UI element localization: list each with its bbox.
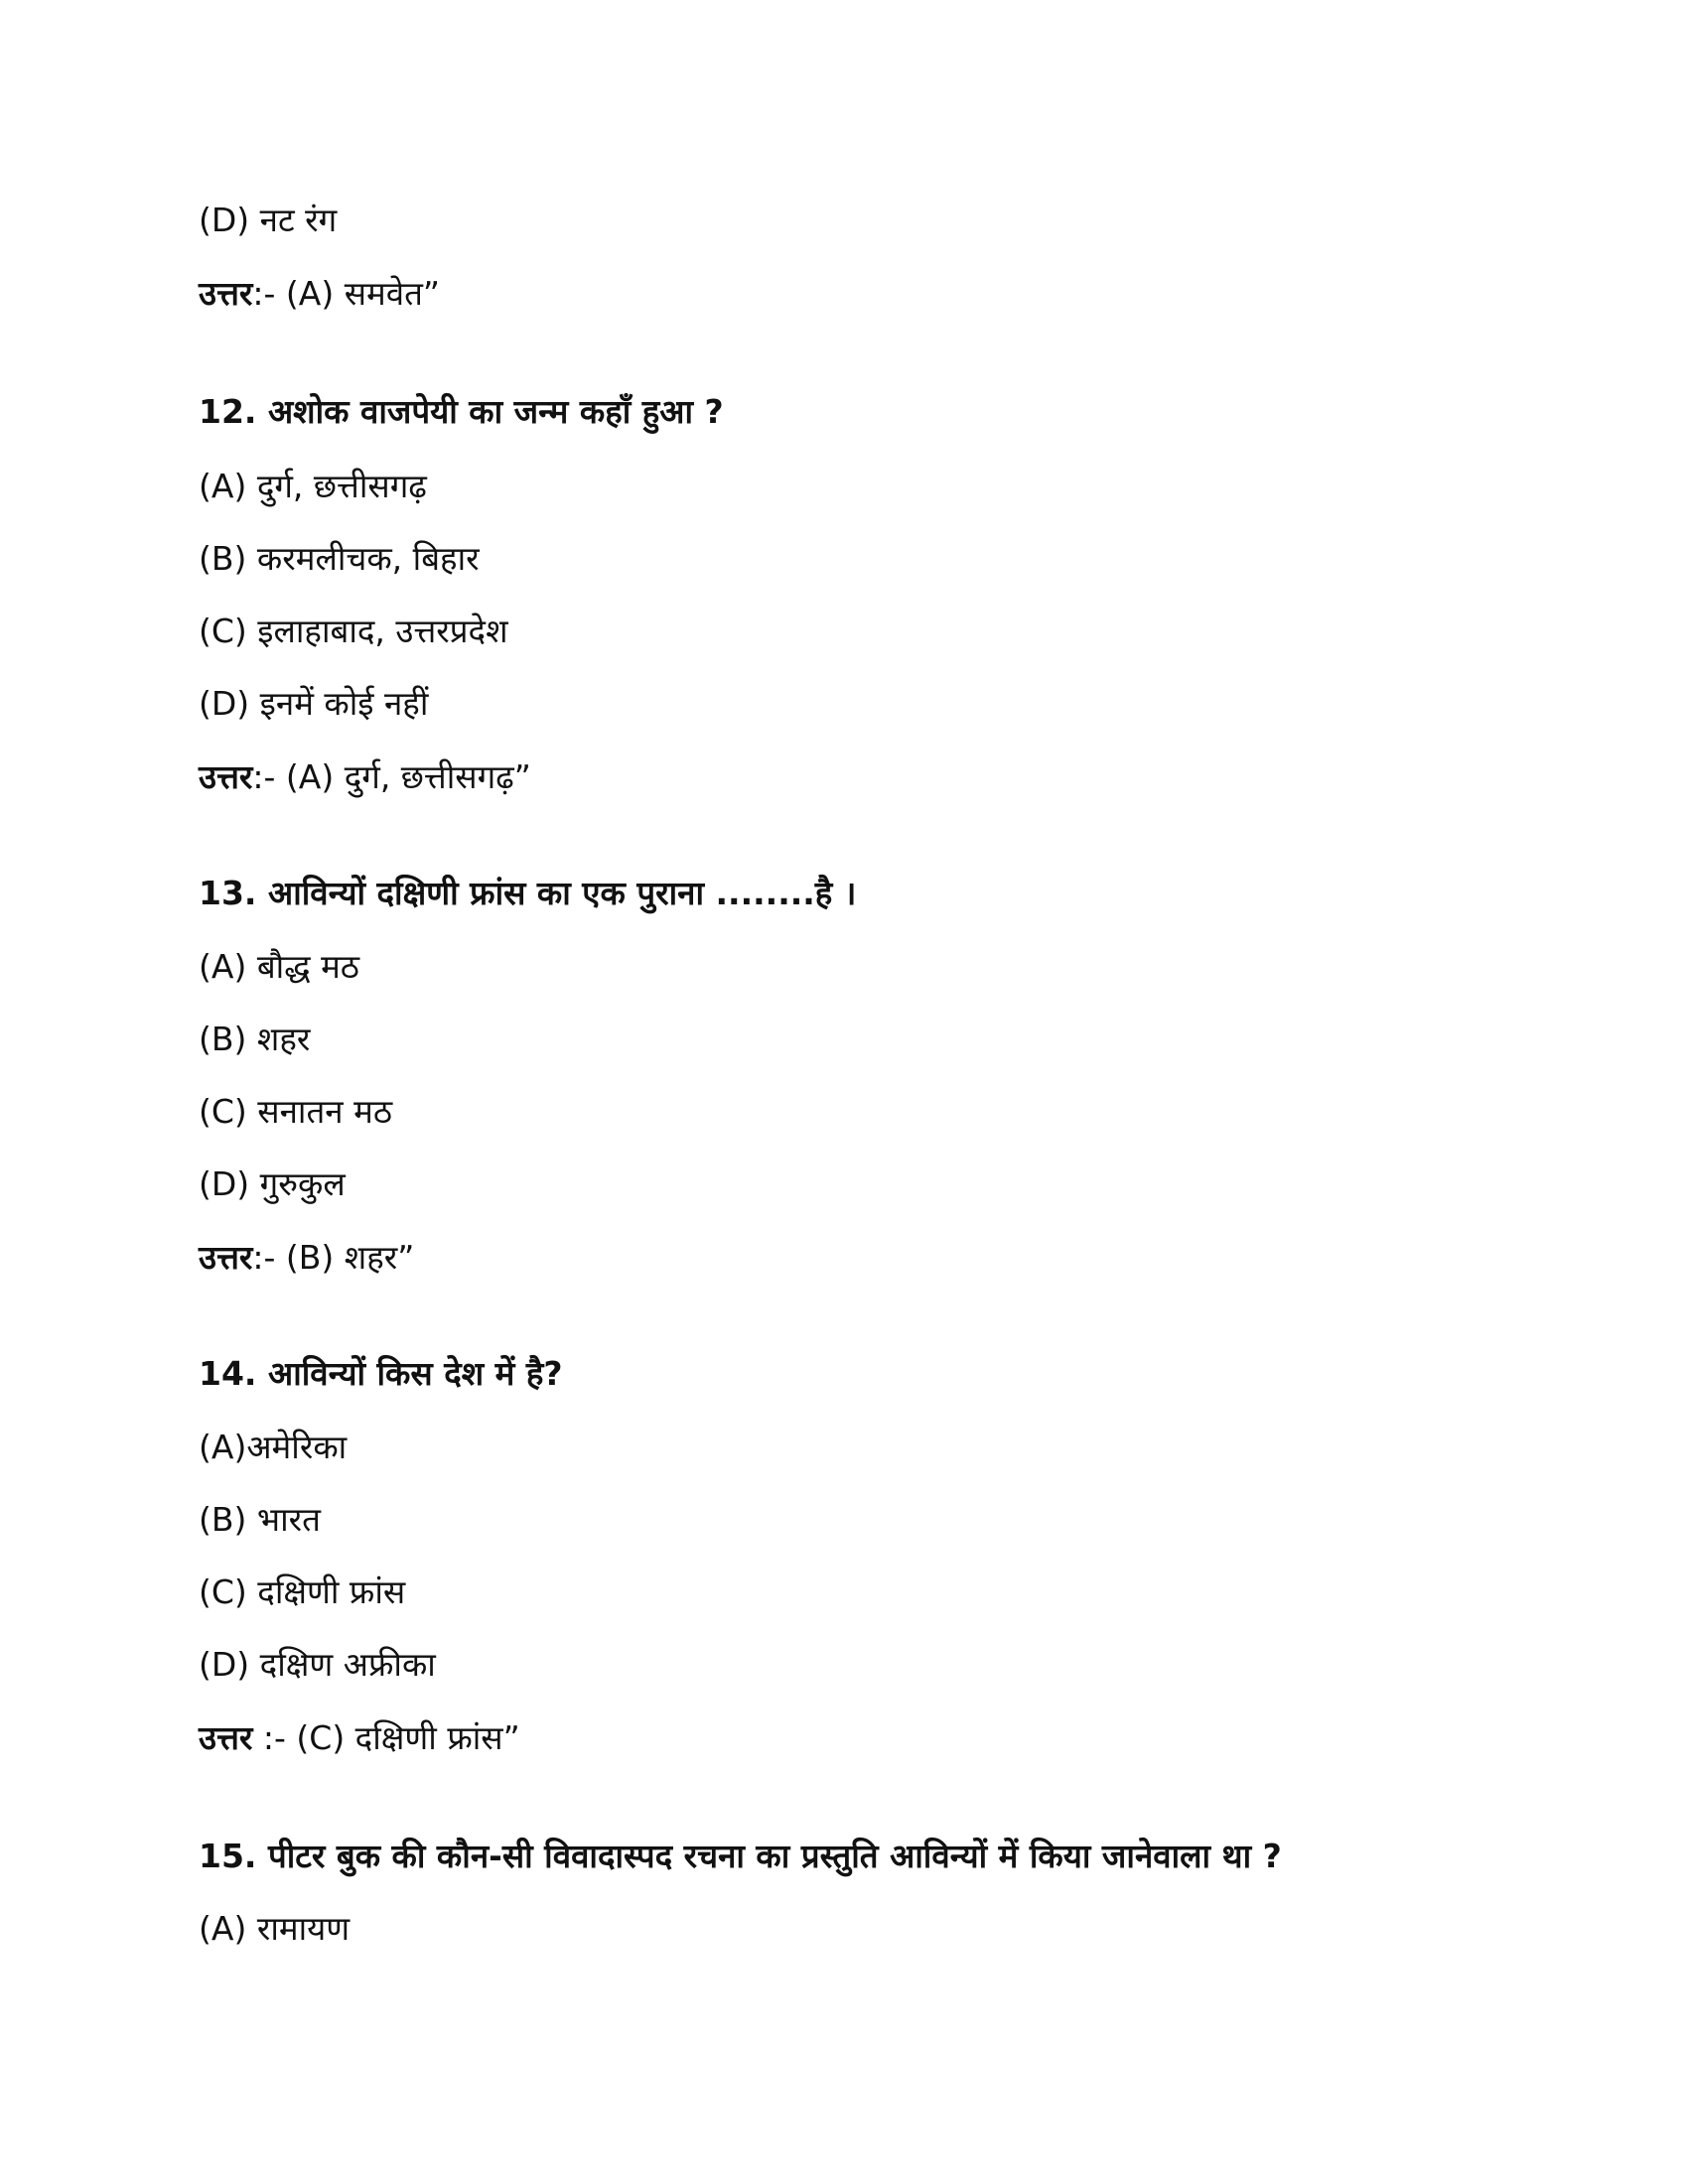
- answer-text: (C) दक्षिणी फ्रांस”: [296, 1718, 520, 1757]
- option-13-c: [199, 1090, 392, 1134]
- option-label: (D): [199, 684, 250, 723]
- option-12-a: [199, 465, 427, 508]
- option-13-b: [199, 1018, 310, 1061]
- answer-sep: :-: [252, 1238, 286, 1277]
- answer-13: [199, 1236, 414, 1280]
- option-label: (D): [199, 1164, 250, 1203]
- option-text: इलाहाबाद, उत्तरप्रदेश: [257, 612, 508, 650]
- option-label: (B): [199, 1500, 247, 1539]
- option-label: (A): [199, 1909, 247, 1948]
- option-label: (A): [199, 1428, 247, 1466]
- option-text: सनातन मठ: [257, 1092, 392, 1131]
- question-15: [199, 1835, 1282, 1878]
- answer-label: उत्तर: [199, 274, 253, 313]
- answer-label: उत्तर: [199, 1238, 253, 1277]
- answer-14: [199, 1716, 520, 1760]
- question-text: अशोक वाजपेयी का जन्म कहाँ हुआ ?: [267, 392, 724, 431]
- question-number: 12.: [199, 392, 257, 431]
- option-text: इनमें कोई नहीं: [259, 684, 429, 723]
- option-14-b: [199, 1498, 321, 1542]
- answer-sep: :-: [252, 1718, 297, 1757]
- option-14-a: [199, 1426, 347, 1469]
- option-label: (C): [199, 1092, 247, 1131]
- option-15-a: [199, 1907, 350, 1951]
- answer-label: उत्तर: [199, 1718, 253, 1757]
- option-label: (A): [199, 467, 247, 505]
- option-label: (D): [199, 201, 250, 239]
- answer-text: (A) दुर्ग, छत्तीसगढ़”: [285, 757, 531, 796]
- question-number: 13.: [199, 874, 257, 912]
- answer-prev: [199, 272, 440, 316]
- question-13: [199, 872, 856, 915]
- option-text: शहर: [256, 1020, 311, 1058]
- answer-text: (B) शहर”: [285, 1238, 415, 1277]
- option-label: (B): [199, 1020, 247, 1058]
- answer-text: (A) समवेत”: [285, 274, 441, 313]
- option-text: करमलीचक, बिहार: [256, 539, 480, 578]
- option-text: गुरुकुल: [259, 1164, 346, 1203]
- option-label: (B): [199, 539, 247, 578]
- answer-12: [199, 755, 531, 799]
- option-12-d: [199, 682, 428, 726]
- option-13-a: [199, 945, 359, 989]
- option-14-d: [199, 1643, 436, 1687]
- option-text: दक्षिणी फ्रांस: [257, 1572, 406, 1611]
- option-text: बौद्ध मठ: [256, 947, 359, 986]
- question-12: [199, 390, 724, 434]
- option-text: भारत: [256, 1500, 321, 1539]
- answer-sep: :-: [252, 757, 286, 796]
- option-13-d: [199, 1162, 346, 1206]
- option-12-c: [199, 610, 508, 653]
- option-text: रामायण: [256, 1909, 351, 1948]
- option-label: (A): [199, 947, 247, 986]
- question-text: पीटर बुक की कौन-सी विवादास्पद रचना का प्रस्तुति आविन्यों में किया जानेवाला था ?: [267, 1837, 1282, 1875]
- option-prev-d: [199, 199, 337, 242]
- answer-sep: :-: [252, 274, 286, 313]
- option-text: अमेरिका: [246, 1428, 348, 1466]
- option-text: दक्षिण अफ्रीका: [259, 1645, 436, 1684]
- option-text: नट रंग: [259, 201, 338, 239]
- option-14-c: [199, 1570, 405, 1614]
- option-label: (D): [199, 1645, 250, 1684]
- option-label: (C): [199, 1572, 247, 1611]
- option-label: (C): [199, 612, 247, 650]
- answer-label: उत्तर: [199, 757, 253, 796]
- question-14: [199, 1352, 563, 1396]
- question-number: 14.: [199, 1354, 257, 1393]
- option-12-b: [199, 537, 480, 581]
- question-number: 15.: [199, 1837, 257, 1875]
- question-text: आविन्यों किस देश में है?: [267, 1354, 563, 1393]
- option-text: दुर्ग, छत्तीसगढ़: [256, 467, 427, 505]
- question-text: आविन्यों दक्षिणी फ्रांस का एक पुराना ........है ।: [267, 874, 857, 912]
